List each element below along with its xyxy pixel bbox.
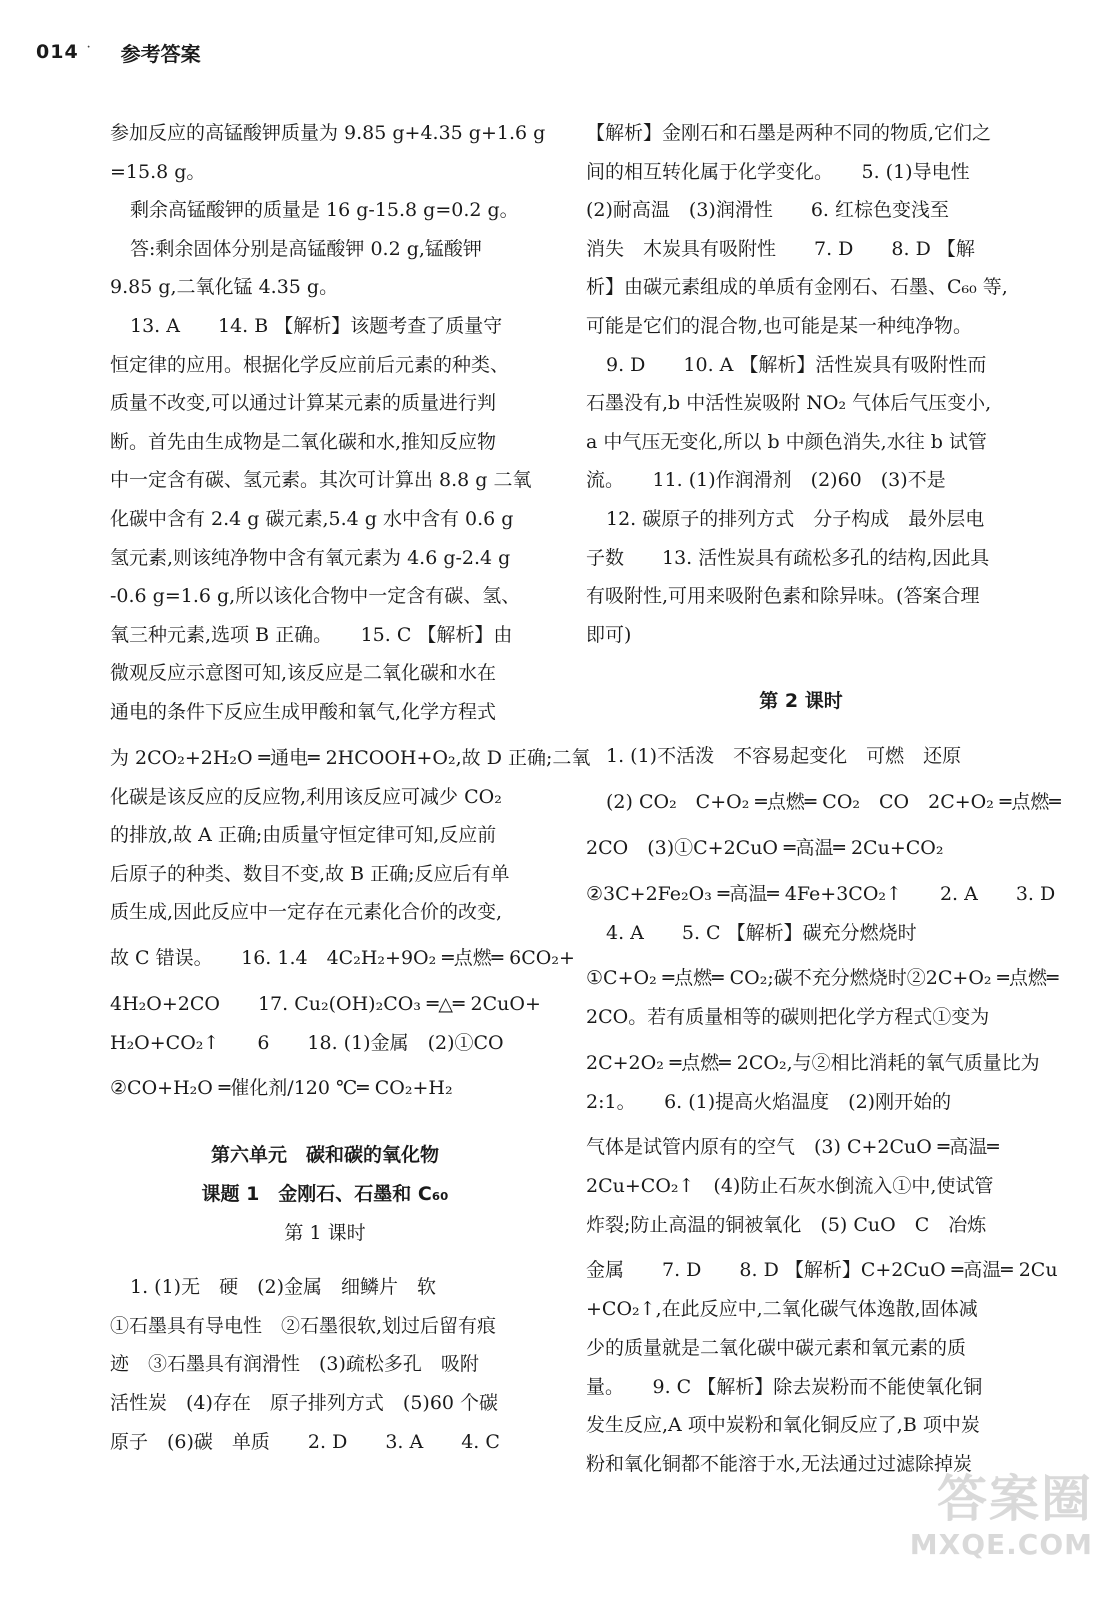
text-line: a 中气压无变化,所以 b 中颜色消失,水往 b 试管: [586, 430, 987, 453]
text-line: 粉和氧化铜都不能溶于水,无法通过过滤除掉炭: [586, 1452, 973, 1475]
text-line: 原子 (6)碳 单质 2. D 3. A 4. C: [110, 1430, 500, 1453]
header-title: 参考答案: [120, 41, 201, 66]
text-line: 子数 13. 活性炭具有疏松多孔的结构,因此具: [586, 546, 990, 569]
watermark-url: MXQE.COM: [909, 1528, 1093, 1561]
text-line: 流。 11. (1)作润滑剂 (2)60 (3)不是: [586, 469, 946, 492]
equation-line: (2) CO₂ C+O₂ ═点燃═ CO₂ CO 2C+O₂ ═点燃═: [606, 790, 1061, 813]
spacer: [110, 1252, 540, 1268]
text-line: 剩余高锰酸钾的质量是 16 g-15.8 g=0.2 g。: [130, 199, 519, 222]
page-number: 014: [36, 41, 79, 63]
text-line: 微观反应示意图可知,该反应是二氧化碳和水在: [110, 662, 497, 685]
text-line: ①石墨具有导电性 ②石墨很软,划过后留有痕: [110, 1314, 497, 1337]
text-line: 2CO。若有质量相等的碳则把化学方程式①变为: [586, 1006, 990, 1029]
text-line: 参加反应的高锰酸钾质量为 9.85 g+4.35 g+1.6 g: [110, 122, 546, 144]
equation-line: 故 C 错误。 16. 1.4 4C₂H₂+9O₂ ═点燃═ 6CO₂+: [110, 946, 575, 969]
text-line: 断。首先由生成物是二氧化碳和水,推知反应物: [110, 430, 497, 453]
left-column: [110, 114, 591, 1461]
text-line: -0.6 g=1.6 g,所以该化合物中一定含有碳、氢、: [110, 585, 521, 608]
text-line: 发生反应,A 项中炭粉和氧化铜反应了,B 项中炭: [586, 1414, 980, 1437]
text-line: 【解析】金刚石和石墨是两种不同的物质,它们之: [586, 122, 992, 144]
watermark-logo: [893, 1470, 1093, 1580]
text-line: 2:1。 6. (1)提高火焰温度 (2)刚开始的: [586, 1090, 952, 1113]
text-line: 迹 ③石墨具有润滑性 (3)疏松多孔 吸附: [110, 1353, 479, 1376]
header-mark: ˙: [84, 42, 93, 62]
text-line: 12. 碳原子的排列方式 分子构成 最外层电: [606, 507, 985, 530]
equation-line: 为 2CO₂+2H₂O ═通电═ 2HCOOH+O₂,故 D 正确;二氧: [110, 746, 591, 769]
text-line: 答:剩余固体分别是高锰酸钾 0.2 g,锰酸钾: [130, 237, 482, 260]
spacer: [110, 1108, 540, 1136]
text-line: 质量不改变,可以通过计算某元素的质量进行判: [110, 392, 497, 415]
text-line: 9.85 g,二氧化锰 4.35 g。: [110, 276, 339, 299]
text-line: 氧三种元素,选项 B 正确。 15. C 【解析】由: [110, 623, 513, 646]
text-line: 的排放,故 A 正确;由质量守恒定律可知,反应前: [110, 824, 497, 847]
spacer: [586, 721, 1016, 737]
text-line: 1. (1)无 硬 (2)金属 细鳞片 软: [130, 1276, 436, 1299]
text-line: (2)耐高温 (3)润滑性 6. 红棕色变浅至: [586, 199, 949, 222]
text-line: 间的相互转化属于化学变化。 5. (1)导电性: [586, 160, 970, 183]
text-line: 活性炭 (4)存在 原子排列方式 (5)60 个碳: [110, 1392, 499, 1415]
text-line: 即可): [586, 623, 632, 646]
text-line: 可能是它们的混合物,也可能是某一种纯净物。: [586, 314, 973, 337]
equation-line: 2C+2O₂ ═点燃═ 2CO₂,与②相比消耗的氧气质量比为: [586, 1051, 1040, 1074]
text-line: =15.8 g。: [110, 160, 206, 183]
text-line: 量。 9. C 【解析】除去炭粉而不能使氧化铜: [586, 1375, 983, 1398]
watermark-title: 答案圈: [937, 1470, 1093, 1528]
equation-line: 4H₂O+2CO 17. Cu₂(OH)₂CO₃ ═△═ 2CuO+: [110, 992, 541, 1015]
text-line: 化碳是该反应的反应物,利用该反应可减少 CO₂: [110, 785, 502, 808]
text-line: 有吸附性,可用来吸附色素和除异味。(答案合理: [586, 585, 980, 608]
text-line: 9. D 10. A 【解析】活性炭具有吸附性而: [606, 353, 987, 376]
page-header: [36, 32, 201, 72]
text-line: 4. A 5. C 【解析】碳充分燃烧时: [606, 921, 917, 944]
equation-line: ①C+O₂ ═点燃═ CO₂;碳不充分燃烧时②2C+O₂ ═点燃═: [586, 967, 1059, 990]
text-line: +CO₂↑,在此反应中,二氧化碳气体逸散,固体减: [586, 1298, 978, 1321]
text-line: 少的质量就是二氧化碳中碳元素和氧元素的质: [586, 1337, 967, 1360]
text-line: 质生成,因此反应中一定存在元素化合价的改变,: [110, 901, 503, 924]
text-line: 通电的条件下反应生成甲酸和氧气,化学方程式: [110, 700, 497, 723]
period-title: 第 2 课时: [759, 690, 843, 713]
equation-line: ②3C+2Fe₂O₃ ═高温═ 4Fe+3CO₂↑ 2. A 3. D: [586, 882, 1056, 905]
text-line: 化碳中含有 2.4 g 碳元素,5.4 g 水中含有 0.6 g: [110, 507, 514, 530]
equation-line: ②CO+H₂O ═催化剂/120 ℃═ CO₂+H₂: [110, 1077, 453, 1100]
text-line: 1. (1)不活泼 不容易起变化 可燃 还原: [606, 744, 962, 767]
text-line: 氢元素,则该纯净物中含有氧元素为 4.6 g-2.4 g: [110, 546, 511, 569]
right-column: [586, 114, 1061, 1483]
text-line: 13. A 14. B 【解析】该题考查了质量守: [130, 314, 503, 337]
text-line: 2Cu+CO₂↑ (4)防止石灰水倒流入①中,使试管: [586, 1175, 994, 1198]
text-line: 消失 木炭具有吸附性 7. D 8. D 【解: [586, 237, 975, 260]
text-line: 石墨没有,b 中活性炭吸附 NO₂ 气体后气压变小,: [586, 392, 992, 415]
text-line: 恒定律的应用。根据化学反应前后元素的种类、: [110, 353, 510, 376]
unit-title: 第六单元 碳和碳的氧化物: [210, 1144, 439, 1167]
lesson-title: 课题 1 金刚石、石墨和 C₆₀: [201, 1183, 449, 1206]
text-line: 炸裂;防止高温的铜被氧化 (5) CuO C 冶炼: [586, 1213, 987, 1236]
spacer: [586, 654, 1016, 682]
text-line: 中一定含有碳、氢元素。其次可计算出 8.8 g 二氧: [110, 469, 532, 492]
text-line: 析】由碳元素组成的单质有金刚石、石墨、C₆₀ 等,: [586, 276, 1008, 299]
text-line: 后原子的种类、数目不变,故 B 正确;反应后有单: [110, 862, 510, 885]
equation-line: 金属 7. D 8. D 【解析】C+2CuO ═高温═ 2Cu: [586, 1259, 1058, 1282]
equation-line: 气体是试管内原有的空气 (3) C+2CuO ═高温═: [586, 1136, 999, 1159]
period-title: 第 1 课时: [284, 1221, 366, 1244]
text-line: H₂O+CO₂↑ 6 18. (1)金属 (2)①CO: [110, 1031, 504, 1054]
equation-line: 2CO (3)①C+2CuO ═高温═ 2Cu+CO₂: [586, 836, 944, 859]
